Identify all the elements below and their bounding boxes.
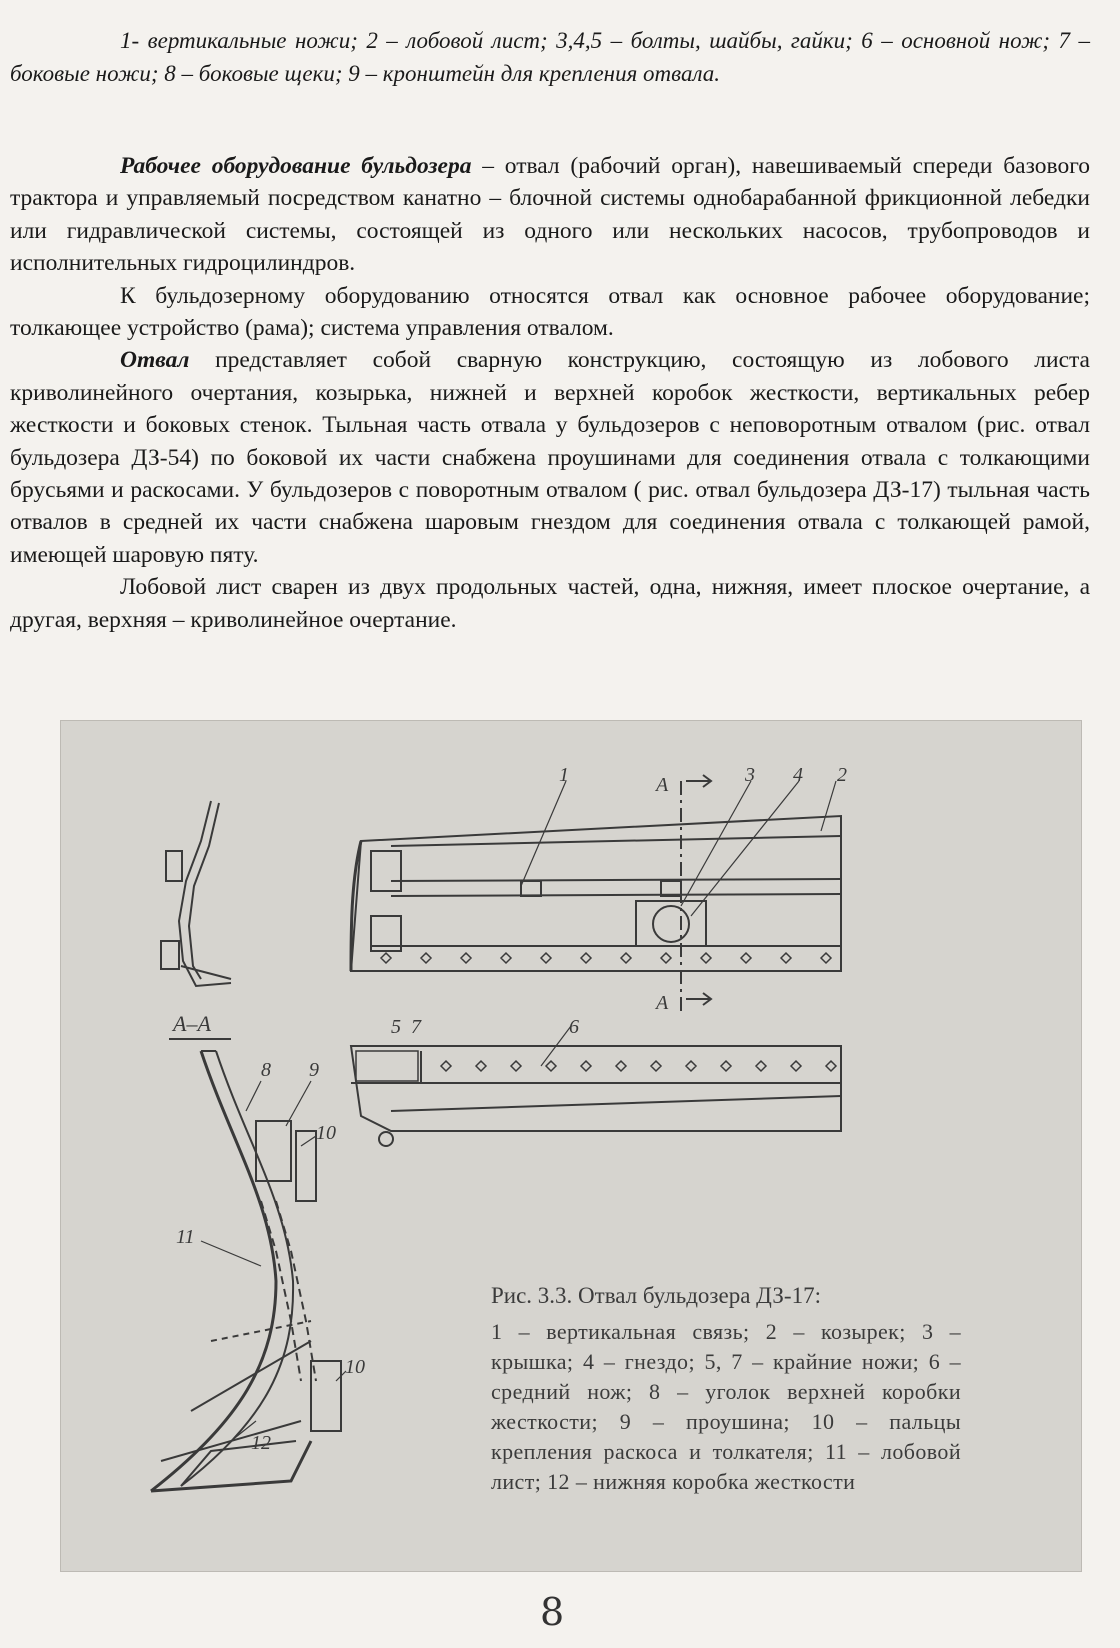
section-marker-top	[654, 774, 711, 796]
label-1: 1	[559, 764, 569, 786]
page-number: 8	[540, 1590, 565, 1634]
label-7: 7	[411, 1016, 421, 1038]
paragraph-lead: Рабочее оборудование бульдозера	[120, 153, 472, 179]
figure-title: Рис. 3.3. Отвал бульдозера ДЗ-17:	[491, 1283, 821, 1308]
figure-dz17-blade	[60, 720, 1082, 1572]
label-5: 5	[391, 1016, 401, 1038]
paragraph	[10, 280, 1090, 345]
paragraph-text: – отвал (рабочий орган), навешиваемый спереди базового трактора и управляемый посредством канатно – блочной системы однобарабанной фрикционной лебедки или гидравлической системы, состоящей из одного или нескольких насосов, трубопроводов и исполнительных гидроцилиндров.	[10, 153, 1091, 277]
body-text	[10, 150, 1090, 636]
label-10: 10	[316, 1122, 336, 1144]
blade-bottom-view	[351, 1046, 841, 1146]
section-label: А–А	[173, 1011, 211, 1036]
paragraph	[10, 571, 1090, 636]
cross-section-a-a	[151, 1051, 341, 1491]
label-11: 11	[176, 1226, 195, 1248]
svg-text:А: А	[656, 992, 669, 1014]
svg-text:А: А	[656, 774, 669, 796]
label-3: 3	[745, 764, 755, 786]
side-profile-small	[161, 801, 231, 986]
paragraph-text: Лобовой лист сварен из двух продольных частей, одна, нижняя, имеет плоское очертание, а другая, верхняя – криволинейное очертание.	[10, 574, 1090, 633]
figure-legend: 1 – вертикальная связь; 2 – козырек; 3 – крышка; 4 – гнездо; 5, 7 – крайние ножи; 6 – средний нож; 8 – уголок верхней коробки жесткости; 9 – проушина; 10 – пальцы крепления раскоса и толкателя; 11 – лобовой лист; 12 – нижняя коробка жесткости	[491, 1319, 961, 1494]
label-12: 12	[251, 1432, 271, 1454]
paragraph	[10, 344, 1090, 571]
paragraph	[10, 150, 1090, 280]
figure-caption-continued: 1- вертикальные ножи; 2 – лобовой лист; 3,4,5 – болты, шайбы, гайки; 6 – основной нож; 7 – боковые ножи; 8 – боковые щеки; 9 – кронштейн для крепления отвала.	[10, 28, 1090, 86]
label-8: 8	[261, 1059, 271, 1081]
paragraph-text: К бульдозерному оборудованию относятся отвал как основное рабочее оборудование; толкающее устройство (рама); система управления отвалом.	[10, 282, 1090, 342]
paragraph-text: представляет собой сварную конструкцию, состоящую из лобового листа криволинейного очертания, козырька, нижней и верхней коробок жесткости, вертикальных ребер жесткости и боковых стенок. Тыльная часть отвала у бульдозеров с неповоротным отвалом (рис. отвал бульдозера ДЗ-54) по боковой их части снабжена проушинами для соединения отвала с толкающими брусьями и раскосами. У бульдозеров с поворотным отвалом ( рис. отвал бульдозера ДЗ-17) тыльная часть отвалов в средней их части снабжена шаровым гнездом для соединения отвала с толкающей рамой, имеющей шаровую пяту.	[10, 347, 1090, 568]
label-4: 4	[793, 764, 803, 786]
blade-top-view	[351, 781, 841, 1011]
label-9: 9	[309, 1059, 319, 1081]
figure-caption	[491, 1281, 961, 1497]
section-marker-bottom	[654, 992, 711, 1014]
paragraph-lead: Отвал	[120, 347, 190, 374]
label-10: 10	[345, 1356, 365, 1378]
label-2: 2	[837, 764, 847, 786]
label-6: 6	[569, 1016, 579, 1038]
